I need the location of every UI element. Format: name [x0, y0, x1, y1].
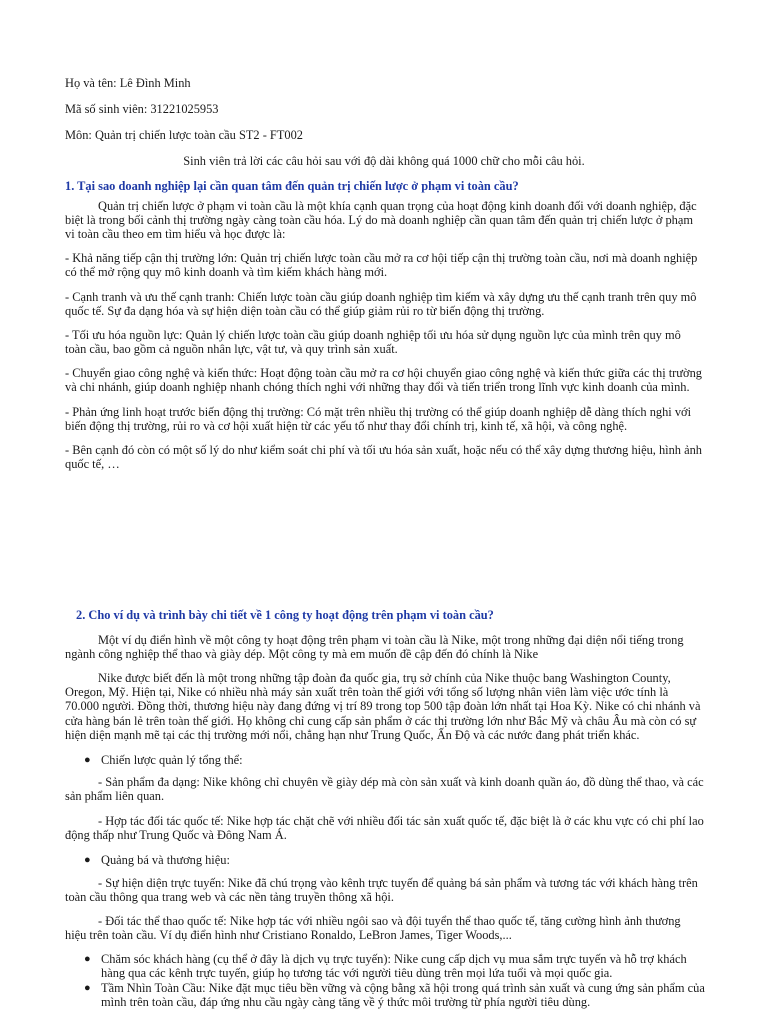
q1-point-flexibility: - Phản ứng linh hoạt trước biến động thị trường: Có mặt trên nhiều thị trường có thể giúp doanh nghiệp dễ dàng thích nghi với biến động thị trường, rủi ro và cơ hội xuất hiện từ các yếu tố như thay đổi chính trị, kinh tế, xã hội, và công nghệ. [65, 405, 692, 434]
q1-point-technology: - Chuyển giao công nghệ và kiến thức: Hoạt động toàn cầu mở ra cơ hội chuyển giao công nghệ và kiến thức giữa các thị trường và chi nhánh, giúp doanh nghiệp nhanh chóng thích nghi với những thay đổi và tiến triển trong lĩnh vực kinh doanh của mình. [65, 366, 702, 395]
q1-point-other-reasons: - Bên cạnh đó còn có một số lý do như kiểm soát chi phí và tối ưu hóa sản xuất, hoặc nếu có thể xây dựng thương hiệu, hình ảnh quốc tế, … [65, 443, 702, 472]
bullet-text: Chăm sóc khách hàng (cụ thể ở đây là dịch vụ trực tuyến): Nike cung cấp dịch vụ mua sắm trực tuyến và hỗ trợ khách hàng qua các kênh trực tuyến, giúp họ tương tác với người tiêu dùng trên mọi lứa tuổi và mọi quốc gia. [101, 952, 687, 981]
bullet-dot: ● [84, 982, 91, 994]
sub-sports-partners: - Đối tác thể thao quốc tế: Nike hợp tác với nhiều ngôi sao và đội tuyển thể thao quốc tế, tăng cường hình ảnh thương hiệu trên toàn cầu. Ví dụ điển hình như Cristiano Ronaldo, LeBron James, Tiger Woods,... [65, 914, 681, 943]
bullet-text: Quảng bá và thương hiệu: [101, 853, 230, 867]
student-id: Mã số sinh viên: 31221025953 [65, 102, 219, 116]
bullet-dot: ● [84, 854, 91, 866]
q2-nike-paragraph: Nike được biết đến là một trong những tập đoàn đa quốc gia, trụ sở chính của Nike thuộc bang Washington County, Oregon, Mỹ. Hiện tại, Nike có nhiều nhà máy sản xuất trên toàn thế giới với tổng số lượng nhân viên làm việc ước tính là 70.000 người. Đồng thời, thương hiệu này đang đứng vị trí 89 trong top 500 tập đoàn lớn nhất tại Hoa Kỳ. Nike có chi nhánh và cửa hàng bán lẻ trên toàn thế giới. Họ không chỉ cung cấp sản phẩm ở các thị trường lớn như Bắc Mỹ và châu Âu mà còn có sự hiện diện mạnh mẽ tại các thị trường mới nổi, chẳng hạn như Trung Quốc, Ấn Độ và các nước đang phát triển khác. [65, 671, 701, 742]
sub-international-partners: - Hợp tác đối tác quốc tế: Nike hợp tác chặt chẽ với nhiều đối tác sản xuất quốc tế, đặc biệt là ở các khu vực có chi phí lao động thấp như Trung Quốc và Đông Nam Á. [65, 814, 704, 843]
bullet-text: Chiến lược quản lý tổng thể: [101, 753, 243, 767]
bullet-marketing-brand [84, 853, 706, 867]
student-name: Họ và tên: Lê Đình Minh [65, 76, 191, 90]
q1-intro-paragraph: Quản trị chiến lược ở phạm vi toàn cầu là một khía cạnh quan trọng của hoạt động kinh doanh đối với doanh nghiệp, đặc biệt là trong bối cảnh thị trường ngày càng toàn cầu hóa. Lý do mà doanh nghiệp cần quan tâm đến quản trị chiến lược ở phạm vi toàn cầu theo em tìm hiểu và học được là: [65, 199, 697, 242]
bullet-overall-strategy [84, 753, 706, 767]
subject-line: Môn: Quản trị chiến lược toàn cầu ST2 - FT002 [65, 128, 303, 142]
bullet-global-vision [84, 981, 706, 1009]
question-2-heading: 2. Cho ví dụ và trình bày chi tiết về 1 công ty hoạt động trên phạm vi toàn cầu? [76, 608, 494, 622]
bullet-dot: ● [84, 754, 91, 766]
q1-point-competition: - Cạnh tranh và ưu thế cạnh tranh: Chiến lược toàn cầu giúp doanh nghiệp tìm kiếm và xây dựng ưu thế cạnh tranh trên quy mô quốc tế. Sự đa dạng hóa và sự hiện diện toàn cầu có thể giúp giảm rủi ro từ biến động thị trường. [65, 290, 697, 319]
bullet-customer-care [84, 952, 706, 980]
q2-intro-paragraph: Một ví dụ điển hình về một công ty hoạt động trên phạm vi toàn cầu là Nike, một trong những đại diện nổi tiếng trong ngành công nghiệp thể thao và giày dép. Một công ty mà em muốn đề cập đến đó chính là Nike [65, 633, 684, 662]
instruction-line: Sinh viên trả lời các câu hỏi sau với độ dài không quá 1000 chữ cho mỗi câu hỏi. [183, 154, 585, 168]
bullet-dot: ● [84, 953, 91, 965]
sub-online-presence: - Sự hiện diện trực tuyến: Nike đã chú trọng vào kênh trực tuyến để quảng bá sản phẩm và tương tác với khách hàng trên toàn cầu thông qua trang web và các nền tảng truyền thông xã hội. [65, 876, 698, 905]
bullet-text: Tầm Nhìn Toàn Cầu: Nike đặt mục tiêu bền vững và cộng bằng xã hội trong quá trình sản xuất và cung ứng sản phẩm của mình trên toàn cầu, đáp ứng nhu cầu ngày càng tăng về ý thức môi trường từ phía người tiêu dùng. [101, 981, 705, 1010]
q1-point-resources: - Tối ưu hóa nguồn lực: Quản lý chiến lược toàn cầu giúp doanh nghiệp tối ưu hóa sử dụng nguồn lực của mình trên quy mô toàn cầu, bao gồm cả nguồn nhân lực, vật tư, và quy trình sản xuất. [65, 328, 681, 357]
sub-diverse-products: - Sản phẩm đa dạng: Nike không chỉ chuyên về giày dép mà còn sản xuất và kinh doanh quần áo, đồ dùng thể thao, và các sản phẩm liên quan. [65, 775, 704, 804]
question-1-heading: 1. Tại sao doanh nghiệp lại cần quan tâm đến quản trị chiến lược ở phạm vi toàn cầu? [65, 179, 519, 193]
q1-point-market-access: - Khả năng tiếp cận thị trường lớn: Quản trị chiến lược toàn cầu mở ra cơ hội tiếp cận thị trường toàn cầu, nơi mà doanh nghiệp có thể mở rộng quy mô kinh doanh và tìm kiếm khách hàng mới. [65, 251, 698, 280]
